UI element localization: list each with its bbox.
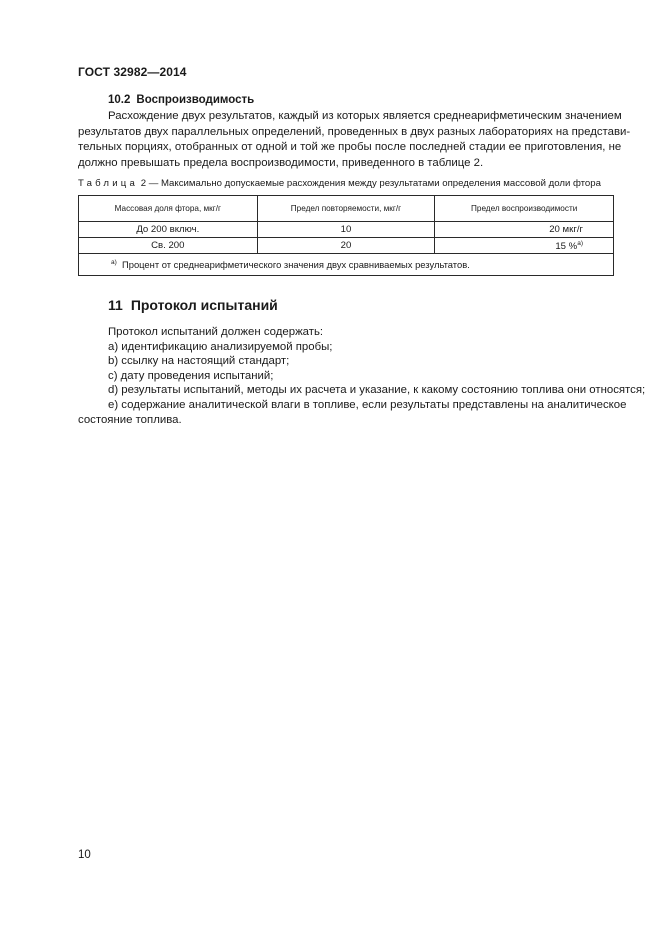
footnote-marker: а) xyxy=(111,259,117,266)
page-number: 10 xyxy=(78,849,91,861)
section-10-2-paragraph xyxy=(78,109,631,171)
list-item: b) ссылку на настоящий стандарт; xyxy=(108,355,290,368)
table-caption-text: 2 — Максимально допускаемые расхождения между результатами определения массовой доли фтора xyxy=(140,178,601,189)
table-cell: Св. 200 xyxy=(79,238,258,254)
section-title: Воспроизводимость xyxy=(136,94,255,106)
section-11-heading xyxy=(108,297,286,313)
table-cell: 20 мкг/г xyxy=(435,222,614,238)
table-cell xyxy=(435,238,614,254)
table-header-row xyxy=(79,196,614,222)
table-cell: 10 xyxy=(257,222,435,238)
section-title: Протокол испытаний xyxy=(130,297,278,313)
protocol-contents-list xyxy=(78,325,646,427)
table-cell: До 200 включ. xyxy=(79,222,258,238)
list-item: e) содержание аналитической влаги в топливе, если результаты представлены на аналитическое xyxy=(108,398,627,411)
table-footnote xyxy=(79,254,614,276)
footnote-marker: а) xyxy=(577,239,583,247)
section-10-2-heading xyxy=(108,94,260,106)
table-row xyxy=(79,238,614,254)
paragraph-line: должно превышать предела воспроизводимости, приведенного в таблице 2. xyxy=(78,156,484,169)
paragraph-line: тельных порциях, отобранных от одной и той же пробы после последней стадии ее приготовления, не xyxy=(78,141,622,154)
table-header-cell: Предел воспроизводимости xyxy=(435,196,614,222)
document-header: ГОСТ 32982—2014 xyxy=(78,65,187,79)
footnote-text: Процент от среднеарифметического значения двух сравниваемых результатов. xyxy=(122,259,470,270)
list-item: d) результаты испытаний, методы их расчета и указание, к какому состоянию топлива они относятся; xyxy=(108,384,646,397)
table-cell-value: 15 % xyxy=(555,240,578,252)
table-row xyxy=(79,222,614,238)
reproducibility-table xyxy=(78,195,614,276)
paragraph-line: Расхождение двух результатов, каждый из которых является среднеарифметическим значением xyxy=(108,110,622,122)
section-number: 10.2 xyxy=(108,94,131,106)
list-item: c) дату проведения испытаний; xyxy=(108,369,274,382)
table-header-cell: Предел повторяемости, мкг/г xyxy=(257,196,435,222)
paragraph-line: результатов двух параллельных определений, проведенных в двух разных лабораториях на представи- xyxy=(78,125,631,138)
list-intro: Протокол испытаний должен содержать: xyxy=(108,326,324,338)
table-header-cell: Массовая доля фтора, мкг/г xyxy=(79,196,258,222)
list-item: a) идентификацию анализируемой пробы; xyxy=(108,340,333,353)
table-footnote-row xyxy=(79,254,614,276)
table-cell: 20 xyxy=(257,238,435,254)
section-number: 11 xyxy=(108,297,123,313)
table-caption-word: Таблица xyxy=(78,178,139,189)
table-caption xyxy=(78,178,601,189)
list-item-continuation: состояние топлива. xyxy=(78,413,182,426)
